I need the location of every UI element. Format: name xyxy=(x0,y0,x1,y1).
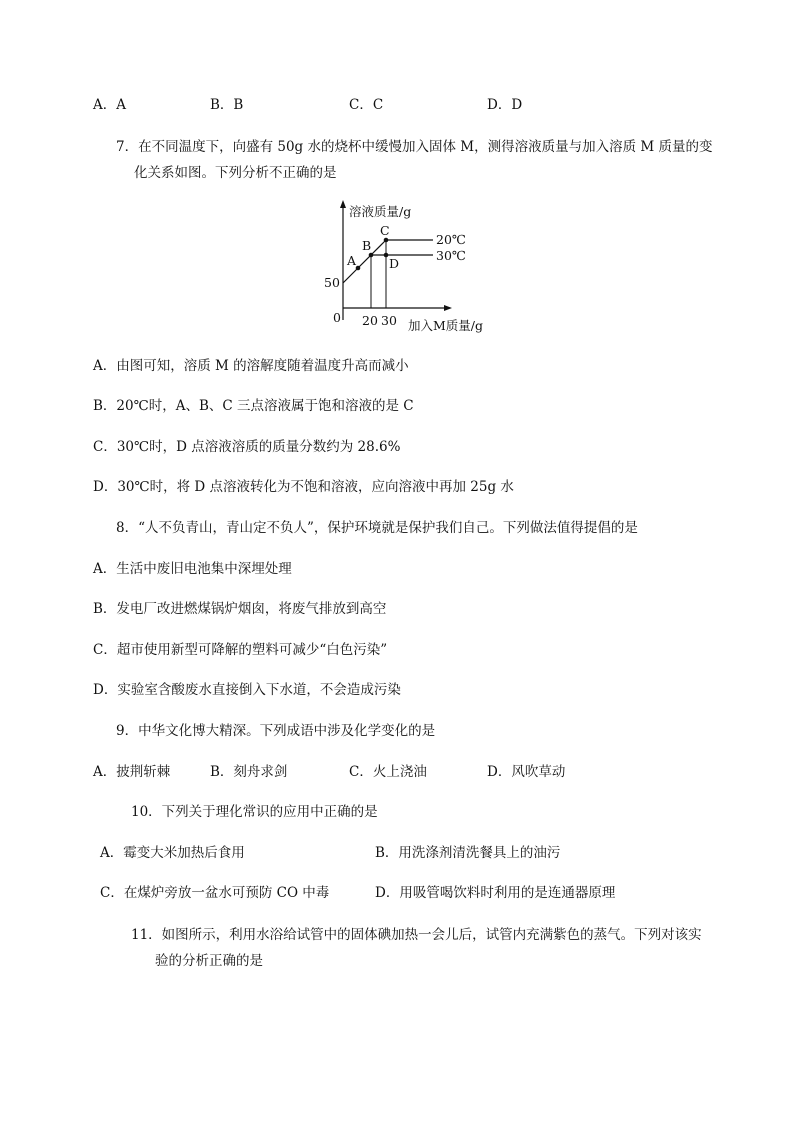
q8-stem: 8．“人不负青山，青山定不负人”，保护环境就是保护我们自己。下列做法值得提倡的是 xyxy=(116,520,638,536)
q8-option-c: C．超市使用新型可降解的塑料可减少“白色污染” xyxy=(93,642,388,658)
q6-option-a: A．A xyxy=(93,97,126,113)
q9-option-a: A．披荆斩棘 xyxy=(93,764,171,780)
q10-option-b: B．用洗涤剂清洗餐具上的油污 xyxy=(375,845,561,861)
label-c: C xyxy=(380,223,390,238)
q8-option-d: D．实验室含酸废水直接倒入下水道，不会造成污染 xyxy=(93,682,401,698)
q6-option-d: D．D xyxy=(487,97,523,113)
q10-stem: 10．下列关于理化常识的应用中正确的是 xyxy=(131,804,378,820)
x-tick-30: 30 xyxy=(381,313,397,328)
q9-option-c: C．火上浇油 xyxy=(349,764,427,780)
q8-option-a: A．生活中废旧电池集中深埋处理 xyxy=(93,561,292,577)
q11-stem-line2: 验的分析正确的是 xyxy=(155,953,263,969)
point-b xyxy=(369,253,374,258)
q7-option-a: A．由图可知，溶质 M 的溶解度随着温度升高而减小 xyxy=(93,358,409,374)
q10-option-d: D．用吸管喝饮料时利用的是连通器原理 xyxy=(375,885,616,901)
q10-option-a: A．霉变大米加热后食用 xyxy=(100,845,245,861)
q6-option-b: B．B xyxy=(210,97,244,113)
point-c xyxy=(384,238,389,243)
label-d: D xyxy=(389,256,400,271)
q7-option-d: D．30℃时，将 D 点溶液转化为不饱和溶液，应向溶液中再加 25g 水 xyxy=(93,479,514,495)
label-a: A xyxy=(347,253,357,268)
q6-option-c: C．C xyxy=(349,97,384,113)
q10-option-c: C．在煤炉旁放一盆水可预防 CO 中毒 xyxy=(100,885,330,901)
q11-stem-line1: 11．如图所示，利用水浴给试管中的固体碘加热一会儿后，试管内充满紫色的蒸气。下列对该实 xyxy=(131,927,702,943)
x-axis-label: 加入M质量/g xyxy=(408,318,484,333)
q7-option-c: C．30℃时，D 点溶液溶质的质量分数约为 28.6% xyxy=(93,439,401,455)
point-d xyxy=(384,253,389,258)
y-tick-50: 50 xyxy=(324,275,340,290)
x-tick-20: 20 xyxy=(362,313,378,328)
y-axis-label: 溶液质量/g xyxy=(349,204,412,219)
q7-stem-line2: 化关系如图。下列分析不正确的是 xyxy=(134,165,337,181)
y-axis-arrow xyxy=(340,200,346,208)
x-axis-arrow xyxy=(444,305,452,311)
label-30c: 30℃ xyxy=(436,248,466,263)
q7-option-b: B．20℃时，A、B、C 三点溶液属于饱和溶液的是 C xyxy=(93,398,414,414)
origin-label: 0 xyxy=(333,310,341,325)
q9-option-d: D．风吹草动 xyxy=(487,764,566,780)
label-20c: 20℃ xyxy=(436,232,466,247)
q7-stem-line1: 7．在不同温度下，向盛有 50g 水的烧杯中缓慢加入固体 M，测得溶液质量与加入溶质 M 质量的变 xyxy=(116,139,713,155)
point-a xyxy=(356,266,361,271)
q9-stem: 9．中华文化博大精深。下列成语中涉及化学变化的是 xyxy=(116,723,436,739)
label-b: B xyxy=(362,238,372,253)
solubility-graph xyxy=(318,198,498,338)
q9-option-b: B．刻舟求剑 xyxy=(210,764,288,780)
q8-option-b: B．发电厂改进燃煤锅炉烟囱，将废气排放到高空 xyxy=(93,601,387,617)
